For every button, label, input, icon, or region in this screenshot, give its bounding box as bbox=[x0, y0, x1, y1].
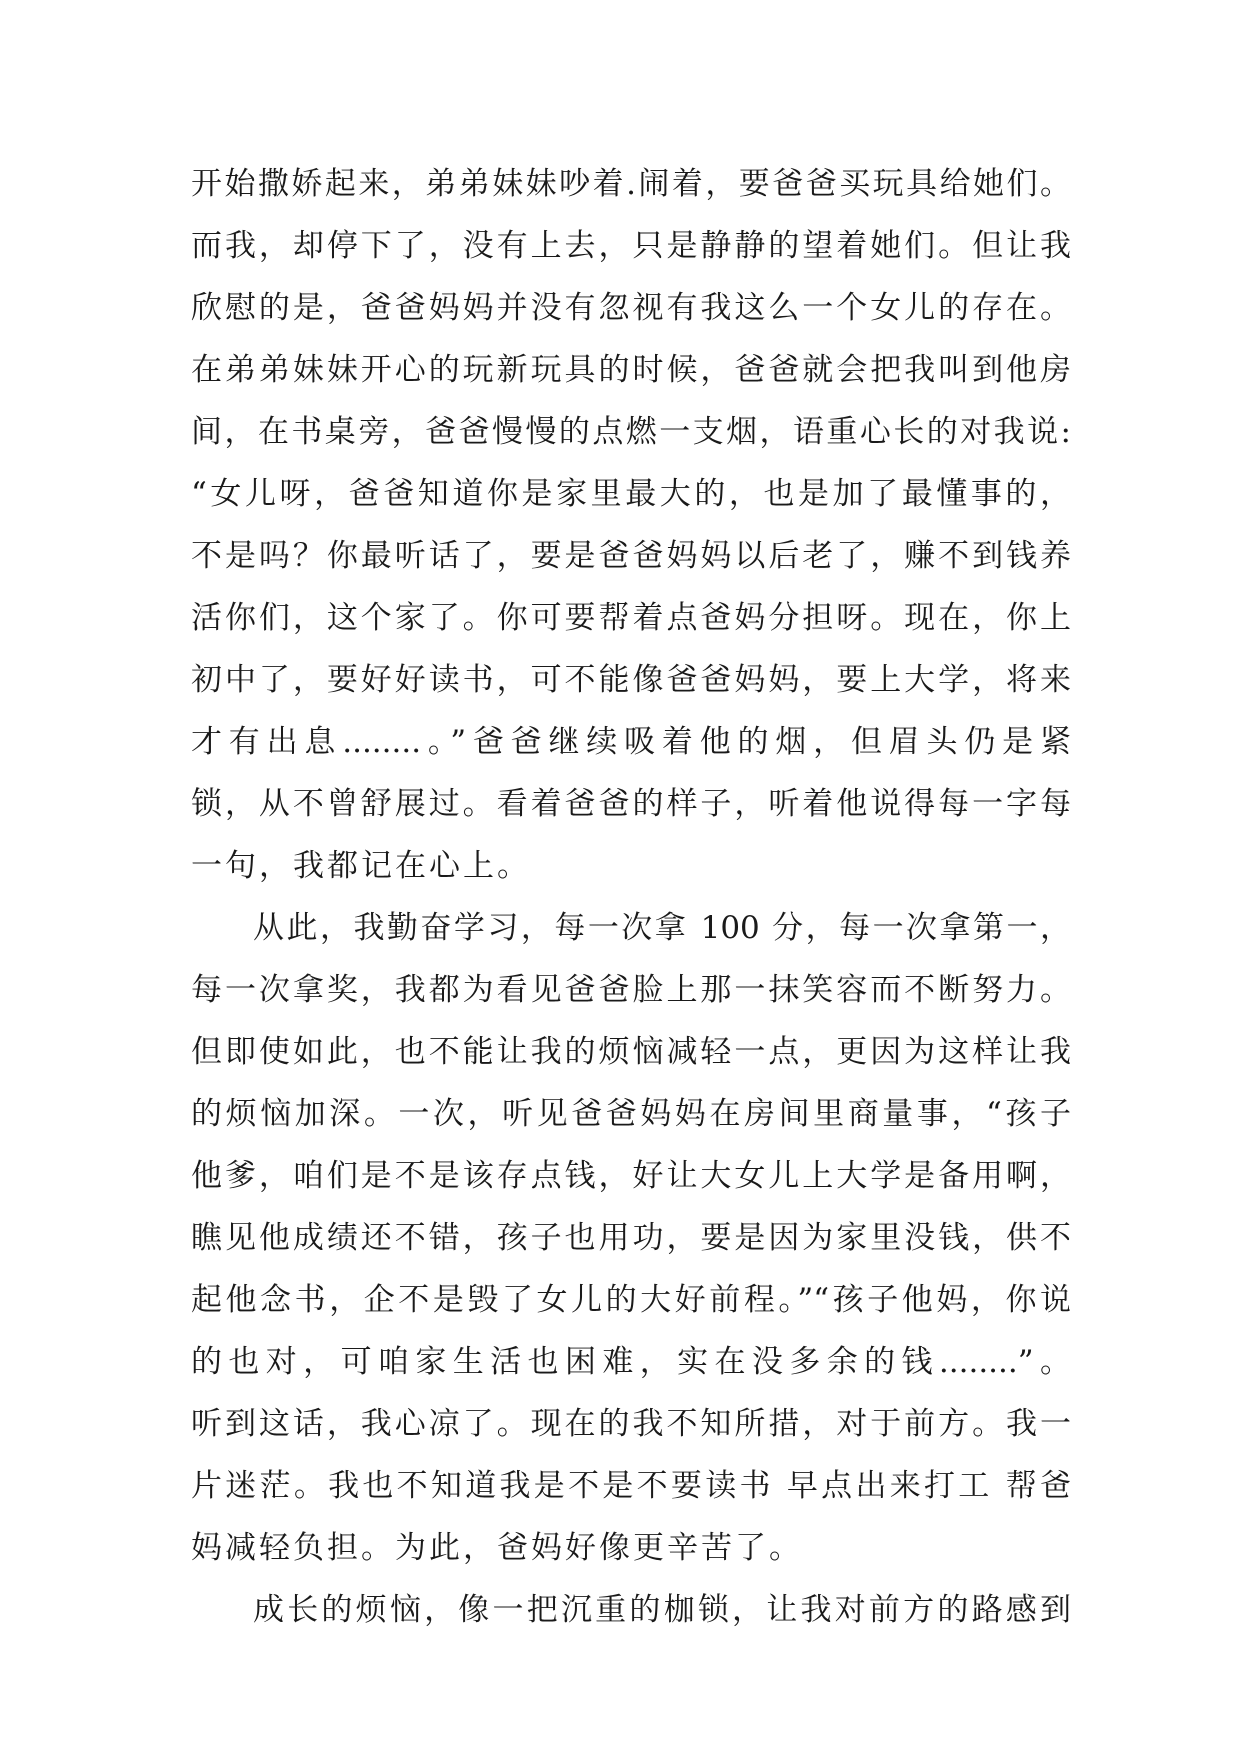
text-line: 从此，我勤奋学习，每一次拿 100 分，每一次拿第一， bbox=[253, 910, 1071, 946]
text-line: 不是吗？你最听话了，要是爸爸妈妈以后老了，赚不到钱养 bbox=[191, 538, 1071, 574]
text-line: 一句，我都记在心上。 bbox=[191, 848, 531, 884]
text-line: 他爹，咱们是不是该存点钱，好让大女儿上大学是备用啊， bbox=[191, 1158, 1071, 1194]
text-line: 的也对，可咱家生活也困难，实在没多余的钱........”。 bbox=[191, 1344, 1071, 1380]
text-line: 听到这话，我心凉了。现在的我不知所措，对于前方。我一 bbox=[191, 1406, 1071, 1442]
text-line: 才有出息........。”爸爸继续吸着他的烟，但眉头仍是紧 bbox=[191, 724, 1071, 760]
text-line: 初中了，要好好读书，可不能像爸爸妈妈，要上大学，将来 bbox=[191, 662, 1071, 698]
text-line: 但即使如此，也不能让我的烦恼减轻一点，更因为这样让我 bbox=[191, 1034, 1071, 1070]
text-line: 欣慰的是，爸爸妈妈并没有忽视有我这么一个女儿的存在。 bbox=[191, 290, 1071, 326]
text-line: 成长的烦恼，像一把沉重的枷锁，让我对前方的路感到 bbox=[253, 1592, 1071, 1628]
text-line: 妈减轻负担。为此，爸妈好像更辛苦了。 bbox=[191, 1530, 803, 1566]
text-line: 在弟弟妹妹开心的玩新玩具的时候，爸爸就会把我叫到他房 bbox=[191, 352, 1071, 388]
text-line: 锁，从不曾舒展过。看着爸爸的样子，听着他说得每一字每 bbox=[191, 786, 1071, 822]
text-line: 片迷茫。我也不知道我是不是不要读书 早点出来打工 帮爸 bbox=[191, 1468, 1071, 1504]
text-line: 间，在书桌旁，爸爸慢慢的点燃一支烟，语重心长的对我说: bbox=[191, 414, 1071, 450]
text-line: 而我，却停下了，没有上去，只是静静的望着她们。但让我 bbox=[191, 228, 1071, 264]
text-line: 每一次拿奖，我都为看见爸爸脸上那一抹笑容而不断努力。 bbox=[191, 972, 1071, 1008]
body-text bbox=[191, 153, 1071, 1641]
text-line: 开始撒娇起来，弟弟妹妹吵着.闹着，要爸爸买玩具给她们。 bbox=[191, 166, 1071, 202]
text-line: 的烦恼加深。一次，听见爸爸妈妈在房间里商量事，“孩子 bbox=[191, 1096, 1071, 1132]
text-line: “女儿呀，爸爸知道你是家里最大的，也是加了最懂事的， bbox=[191, 476, 1071, 512]
text-line: 瞧见他成绩还不错，孩子也用功，要是因为家里没钱，供不 bbox=[191, 1220, 1071, 1256]
text-line: 活你们，这个家了。你可要帮着点爸妈分担呀。现在，你上 bbox=[191, 600, 1071, 636]
text-line: 起他念书，企不是毁了女儿的大好前程。”“孩子他妈，你说 bbox=[191, 1282, 1071, 1318]
